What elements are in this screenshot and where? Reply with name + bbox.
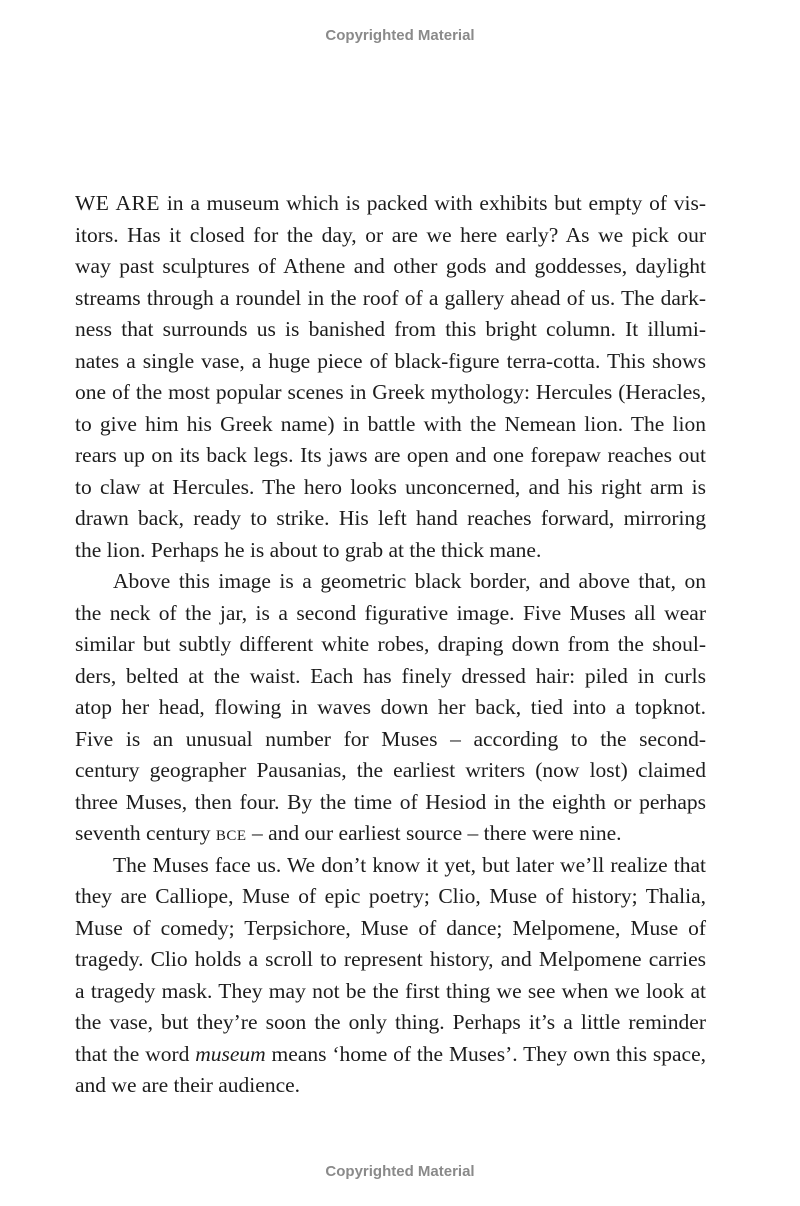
text-line: itors. Has it closed for the day, or are we here early? As we pick our: [75, 222, 706, 247]
era-abbreviation: bce: [215, 821, 247, 845]
text-line: atop her head, flowing in waves down her back, tied into a topknot.: [75, 695, 706, 719]
paragraph-1: [75, 188, 706, 566]
text-line: nates a single vase, a huge piece of black-figure terra-cotta. This shows: [75, 348, 706, 373]
copyright-watermark-top: Copyrighted Material: [325, 27, 475, 44]
text-line: drawn back, ready to strike. His left hand reaches forward, mirroring: [75, 506, 706, 530]
text-line: Five is an unusual number for Muses – according to the second-: [75, 726, 706, 751]
text-line: they are Calliope, Muse of epic poetry; Clio, Muse of history; Thalia,: [75, 884, 706, 908]
text-line: The Muses face us. We don’t know it yet, but later we’ll realize that: [113, 852, 706, 877]
text-line: similar but subtly different white robes, draping down from the shoul-: [75, 632, 706, 656]
text-line: tragedy. Clio holds a scroll to represent history, and Melpomene carries: [75, 947, 706, 971]
text-line: streams through a roundel in the roof of a gallery ahead of us. The dark-: [75, 285, 706, 310]
page-body-text: [75, 188, 706, 1102]
text-line: to claw at Hercules. The hero looks unconcerned, and his right arm is: [75, 474, 706, 499]
text-line: century geographer Pausanias, the earliest writers (now lost) claimed: [75, 758, 706, 782]
paragraph-3: [75, 850, 706, 1102]
text-line: ders, belted at the waist. Each has finely dressed hair: piled in curls: [75, 663, 706, 688]
text-line: a tragedy mask. They may not be the first thing we see when we look at: [75, 978, 706, 1003]
text-line: that the word museum means ‘home of the Muses’. They own this space,: [75, 1041, 706, 1066]
text-line: and we are their audience.: [75, 1073, 301, 1097]
italic-term: museum: [195, 1041, 266, 1066]
text-line: way past sculptures of Athene and other gods and goddesses, daylight: [75, 254, 706, 278]
text-line: the lion. Perhaps he is about to grab at the thick mane.: [75, 537, 542, 562]
text-line: the vase, but they’re soon the only thing. Perhaps it’s a little reminder: [75, 1010, 706, 1034]
paragraph-2: [75, 566, 706, 850]
text-line: one of the most popular scenes in Greek mythology: Hercules (Heracles,: [75, 380, 706, 404]
text-line: Muse of comedy; Terpsichore, Muse of dance; Melpomene, Muse of: [75, 915, 706, 940]
opening-words: WE ARE: [75, 191, 161, 215]
text-line: seventh century bce – and our earliest source – there were nine.: [75, 821, 622, 845]
copyright-watermark-bottom: Copyrighted Material: [325, 1163, 475, 1180]
text-line: ness that surrounds us is banished from this bright column. It illumi-: [75, 317, 706, 341]
text-line: the neck of the jar, is a second figurative image. Five Muses all wear: [75, 600, 706, 625]
text-line: WE ARE in a museum which is packed with exhibits but empty of vis-: [75, 191, 707, 215]
text-line: Above this image is a geometric black border, and above that, on: [113, 569, 706, 593]
text-line: to give him his Greek name) in battle with the Nemean lion. The lion: [75, 411, 706, 436]
text-line: three Muses, then four. By the time of Hesiod in the eighth or perhaps: [75, 789, 706, 814]
text-line: rears up on its back legs. Its jaws are open and one forepaw reaches out: [75, 443, 706, 467]
